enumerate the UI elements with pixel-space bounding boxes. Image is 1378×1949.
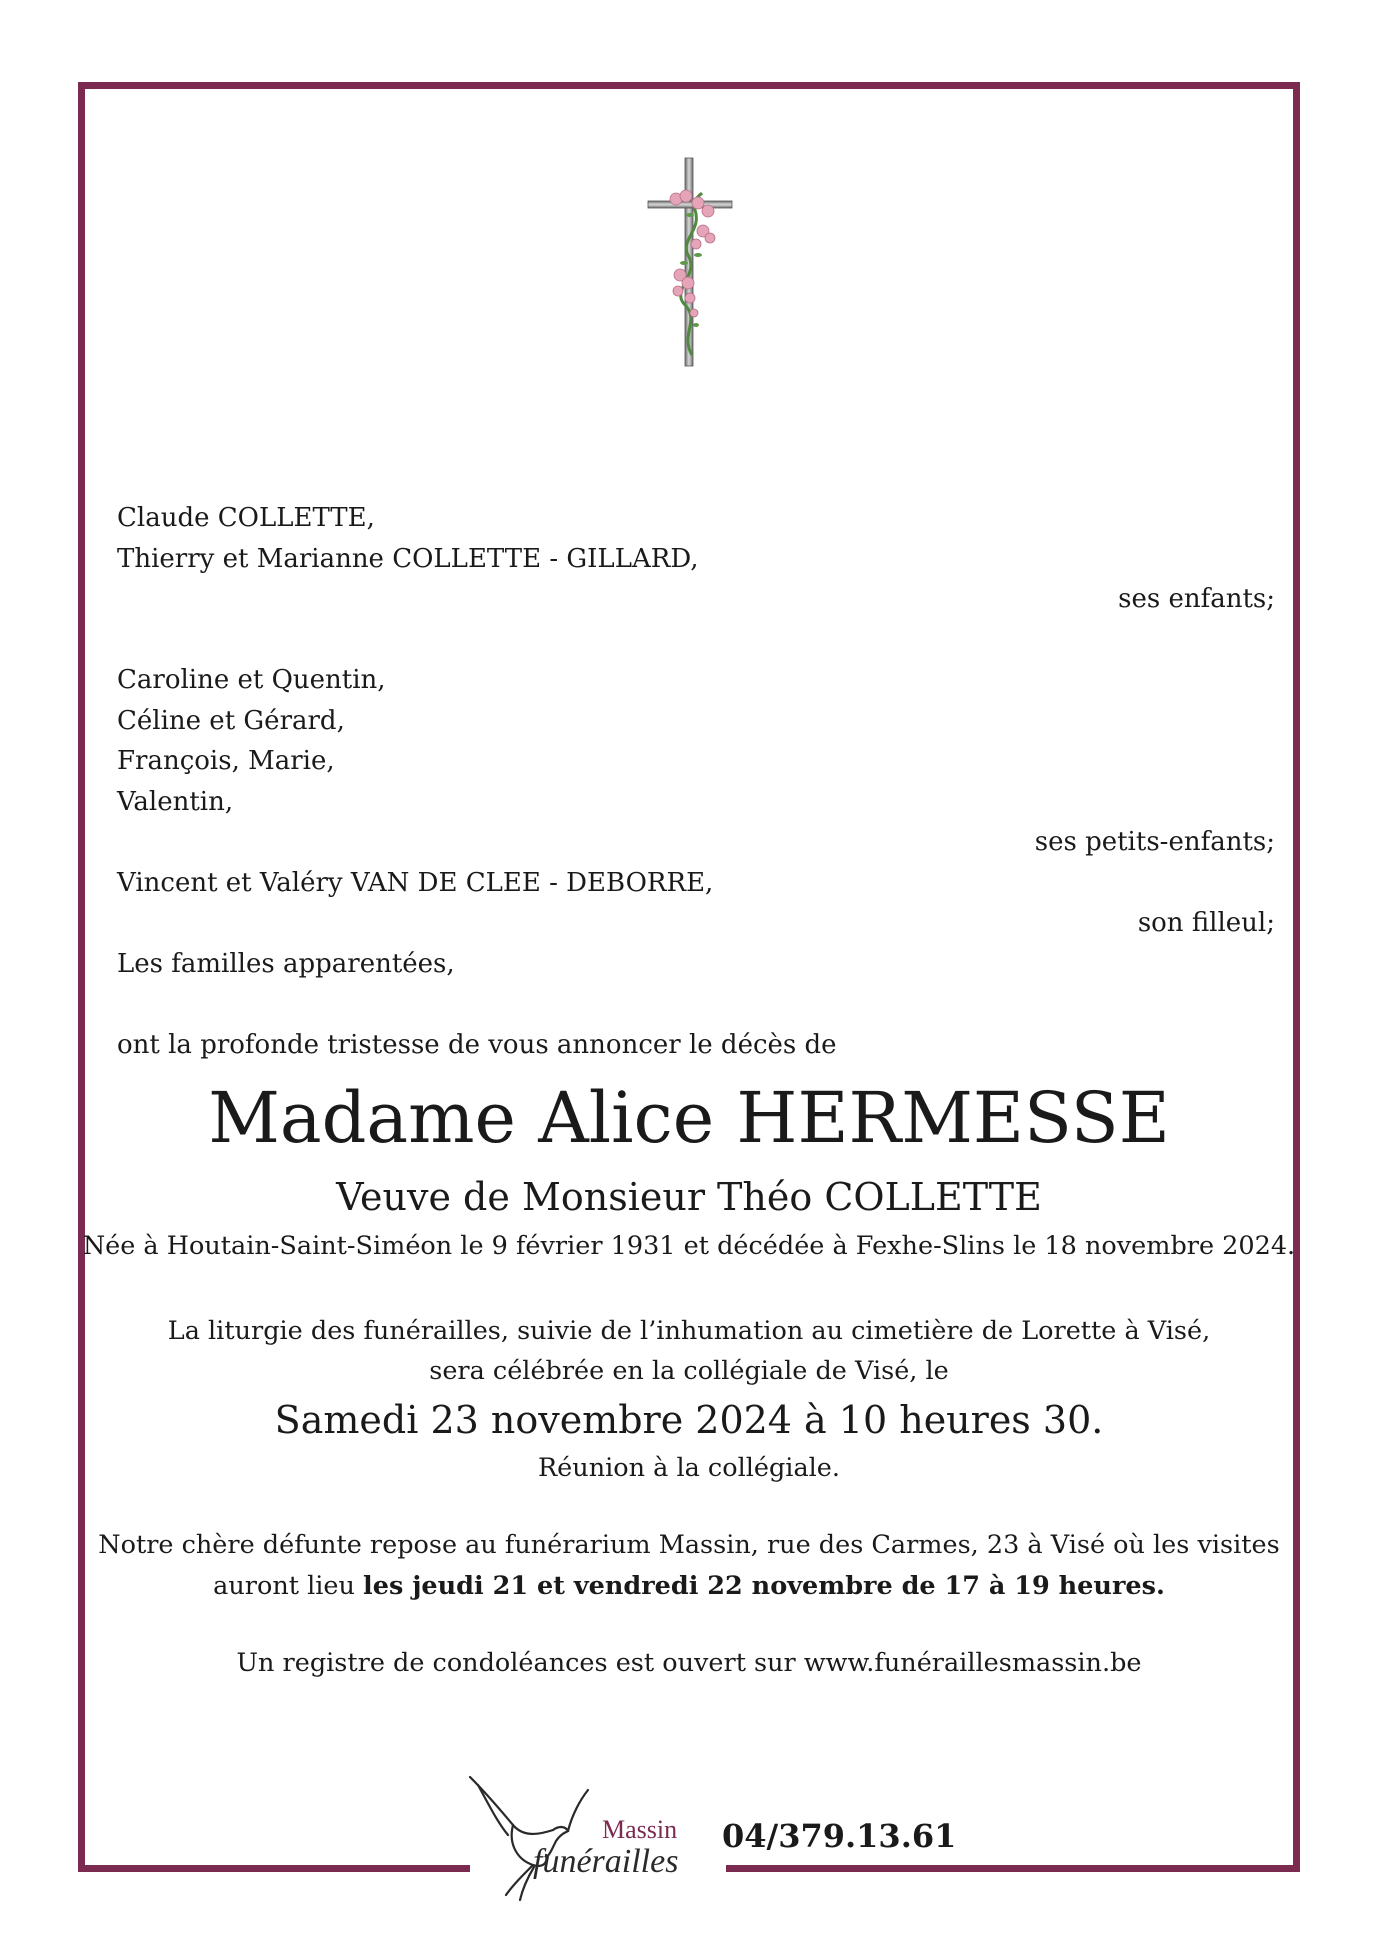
meeting-line: Réunion à la collégiale.	[537, 1453, 840, 1483]
family-line: Les familles apparentées,	[117, 948, 455, 979]
visitation-text	[78, 1525, 1300, 1607]
birth-death-line: Née à Houtain-Saint-Siméon le 9 février 1931 et décédée à Fexhe-Slins le 18 novembre 2024.	[82, 1231, 1296, 1261]
cross-with-flowers-icon	[640, 155, 740, 370]
family-spacer	[117, 984, 1275, 1025]
logo-subtitle: funérailles	[533, 1843, 679, 1880]
condolence-register: Un registre de condoléances est ouvert sur www.funéraillesmassin.be	[236, 1648, 1142, 1678]
announcement-line: ont la profonde tristesse de vous annoncer le décès de	[117, 1029, 837, 1060]
liturgy-text	[78, 1311, 1300, 1391]
family-line: Valentin,	[117, 786, 234, 817]
family-line: François, Marie,	[117, 746, 335, 776]
visitation-line-1: Notre chère défunte repose au funérarium Massin, rue des Carmes, 23 à Visé où les visites	[98, 1530, 1280, 1560]
family-line: Thierry et Marianne COLLETTE - GILLARD,	[117, 543, 699, 574]
visitation-line-2	[78, 1566, 1300, 1607]
family-line: Claude COLLETTE,	[117, 503, 375, 533]
relation-label: ses petits-enfants;	[1034, 827, 1275, 857]
family-line: Caroline et Quentin,	[117, 665, 386, 695]
phone-number: 04/379.13.61	[722, 1817, 957, 1855]
ceremony-date: Samedi 23 novembre 2024 à 10 heures 30.	[274, 1398, 1104, 1442]
family-list	[117, 498, 1275, 1065]
family-spacer	[117, 620, 1275, 661]
deceased-name: Madame Alice HERMESSE	[208, 1077, 1170, 1159]
visitation-prefix: auront lieu	[213, 1571, 355, 1601]
logo-brand: Massin	[602, 1815, 678, 1844]
relation-label: son filleul;	[1137, 908, 1275, 938]
visitation-dates: les jeudi 21 et vendredi 22 novembre de 17 à 19 heures.	[363, 1571, 1165, 1601]
liturgy-line-1: La liturgie des funérailles, suivie de l’inhumation au cimetière de Lorette à Visé,	[167, 1316, 1211, 1346]
relation-label: ses enfants;	[1118, 584, 1275, 614]
family-line: Vincent et Valéry VAN DE CLEE - DEBORRE,	[117, 867, 714, 898]
widow-line: Veuve de Monsieur Théo COLLETTE	[336, 1175, 1042, 1219]
liturgy-line-2: sera célébrée en la collégiale de Visé, le	[429, 1356, 949, 1386]
family-line: Céline et Gérard,	[117, 705, 345, 736]
